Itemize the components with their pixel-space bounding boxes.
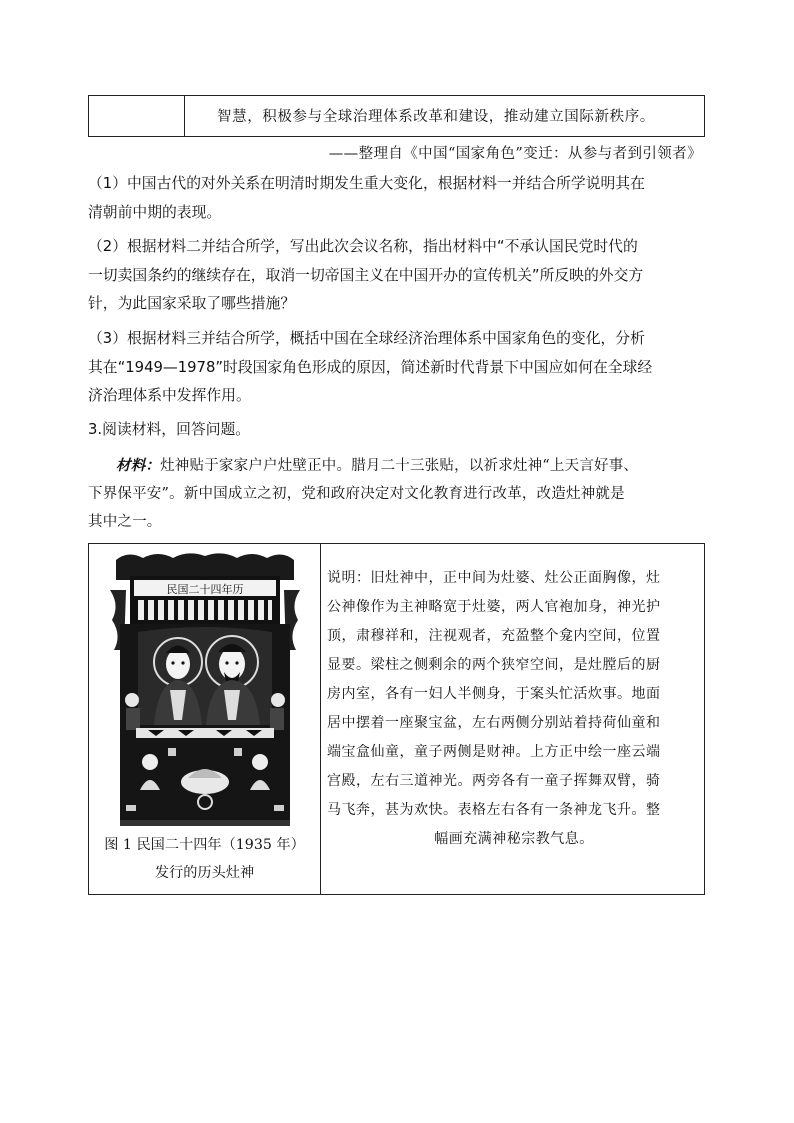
question-1 xyxy=(88,170,708,227)
table-column-divider xyxy=(184,96,185,136)
description-line: 公神像作为主神略宽于灶婆，两人官袍加身，神光护 xyxy=(327,599,661,615)
description-line: 显要。梁柱之侧剩余的两个狭窄空间，是灶膛后的厨 xyxy=(327,657,661,673)
top-table xyxy=(88,95,705,137)
figure-caption-line-2: 发行的历头灶神 xyxy=(154,865,255,881)
material-line: 其中之一。 xyxy=(88,514,162,530)
question-2-line: 一切卖国条约的继续存在，取消一切帝国主义在中国开办的宣传机关”所反映的外交方 xyxy=(88,266,644,284)
figure-caption-line-1: 图 1 民国二十四年（1935 年） xyxy=(104,837,305,853)
table-cell-text: 智慧，积极参与全球治理体系改革和建设，推动建立国际新秩序。 xyxy=(217,109,655,125)
material-label: 材料： xyxy=(116,457,161,474)
figure-table xyxy=(88,543,705,895)
description-line: 端宝盒仙童，童子两侧是财神。上方正中绘一座云端 xyxy=(327,744,661,760)
description-line: 顶，肃穆祥和，注视观者，充盈整个龛内空间，位置 xyxy=(327,628,661,644)
material-text: 灶神贴于家家户户灶壁正中。腊月二十三张贴，以祈求灶神“上天言好事、 xyxy=(160,458,639,474)
question-1-line: 清朝前中期的表现。 xyxy=(88,203,222,221)
description-line: 宫殿，左右三道神光。两旁各有一童子挥舞双臂，骑 xyxy=(327,773,661,789)
section-heading: 3.阅读材料，回答问题。 xyxy=(88,421,251,438)
description-line: 居中摆着一座聚宝盆，左右两侧分别站着持荷仙童和 xyxy=(327,715,661,731)
kitchen-god-woodcut-image xyxy=(108,550,302,830)
question-3-line: 其在“1949—1978”时段国家角色形成的原因，简述新时代背景下中国应如何在全球经 xyxy=(88,358,653,376)
description-line: 房内室，各有一妇人半侧身，于案头忙活炊事。地面 xyxy=(327,686,661,702)
question-2-line: （2）根据材料二并结合所学，写出此次会议名称，指出材料中“不承认国民党时代的 xyxy=(88,238,638,255)
material-line xyxy=(88,452,718,480)
question-3 xyxy=(88,325,708,411)
description-line: 幅画充满神秘宗教气息。 xyxy=(434,831,594,847)
question-2 xyxy=(88,233,708,319)
question-1-line: （1）中国古代的对外关系在明清时期发生重大变化，根据材料一并结合所学说明其在 xyxy=(88,175,645,192)
source-citation: ——整理自《中国“国家角色”变迁：从参与者到引领者》 xyxy=(328,146,702,162)
question-2-line: 针，为此国家采取了哪些措施？ xyxy=(88,295,296,312)
figure-description xyxy=(327,564,701,854)
question-3-line: 济治理体系中发挥作用。 xyxy=(88,387,251,404)
question-3-line: （3）根据材料三并结合所学，概括中国在全球经济治理体系中国家角色的变化，分析 xyxy=(88,330,645,347)
table-column-divider xyxy=(320,544,321,894)
description-line: 说明：旧灶神中，正中间为灶婆、灶公正面胸像，灶 xyxy=(327,570,661,586)
material-paragraph xyxy=(88,452,718,536)
woodcut-banner-text: 民国二十四年历 xyxy=(166,583,244,596)
material-line: 下界保平安”。新中国成立之初，党和政府决定对文化教育进行改革，改造灶神就是 xyxy=(88,486,625,502)
description-line: 马飞奔，甚为欢快。表格左右各有一条神龙飞升。整 xyxy=(327,802,661,818)
